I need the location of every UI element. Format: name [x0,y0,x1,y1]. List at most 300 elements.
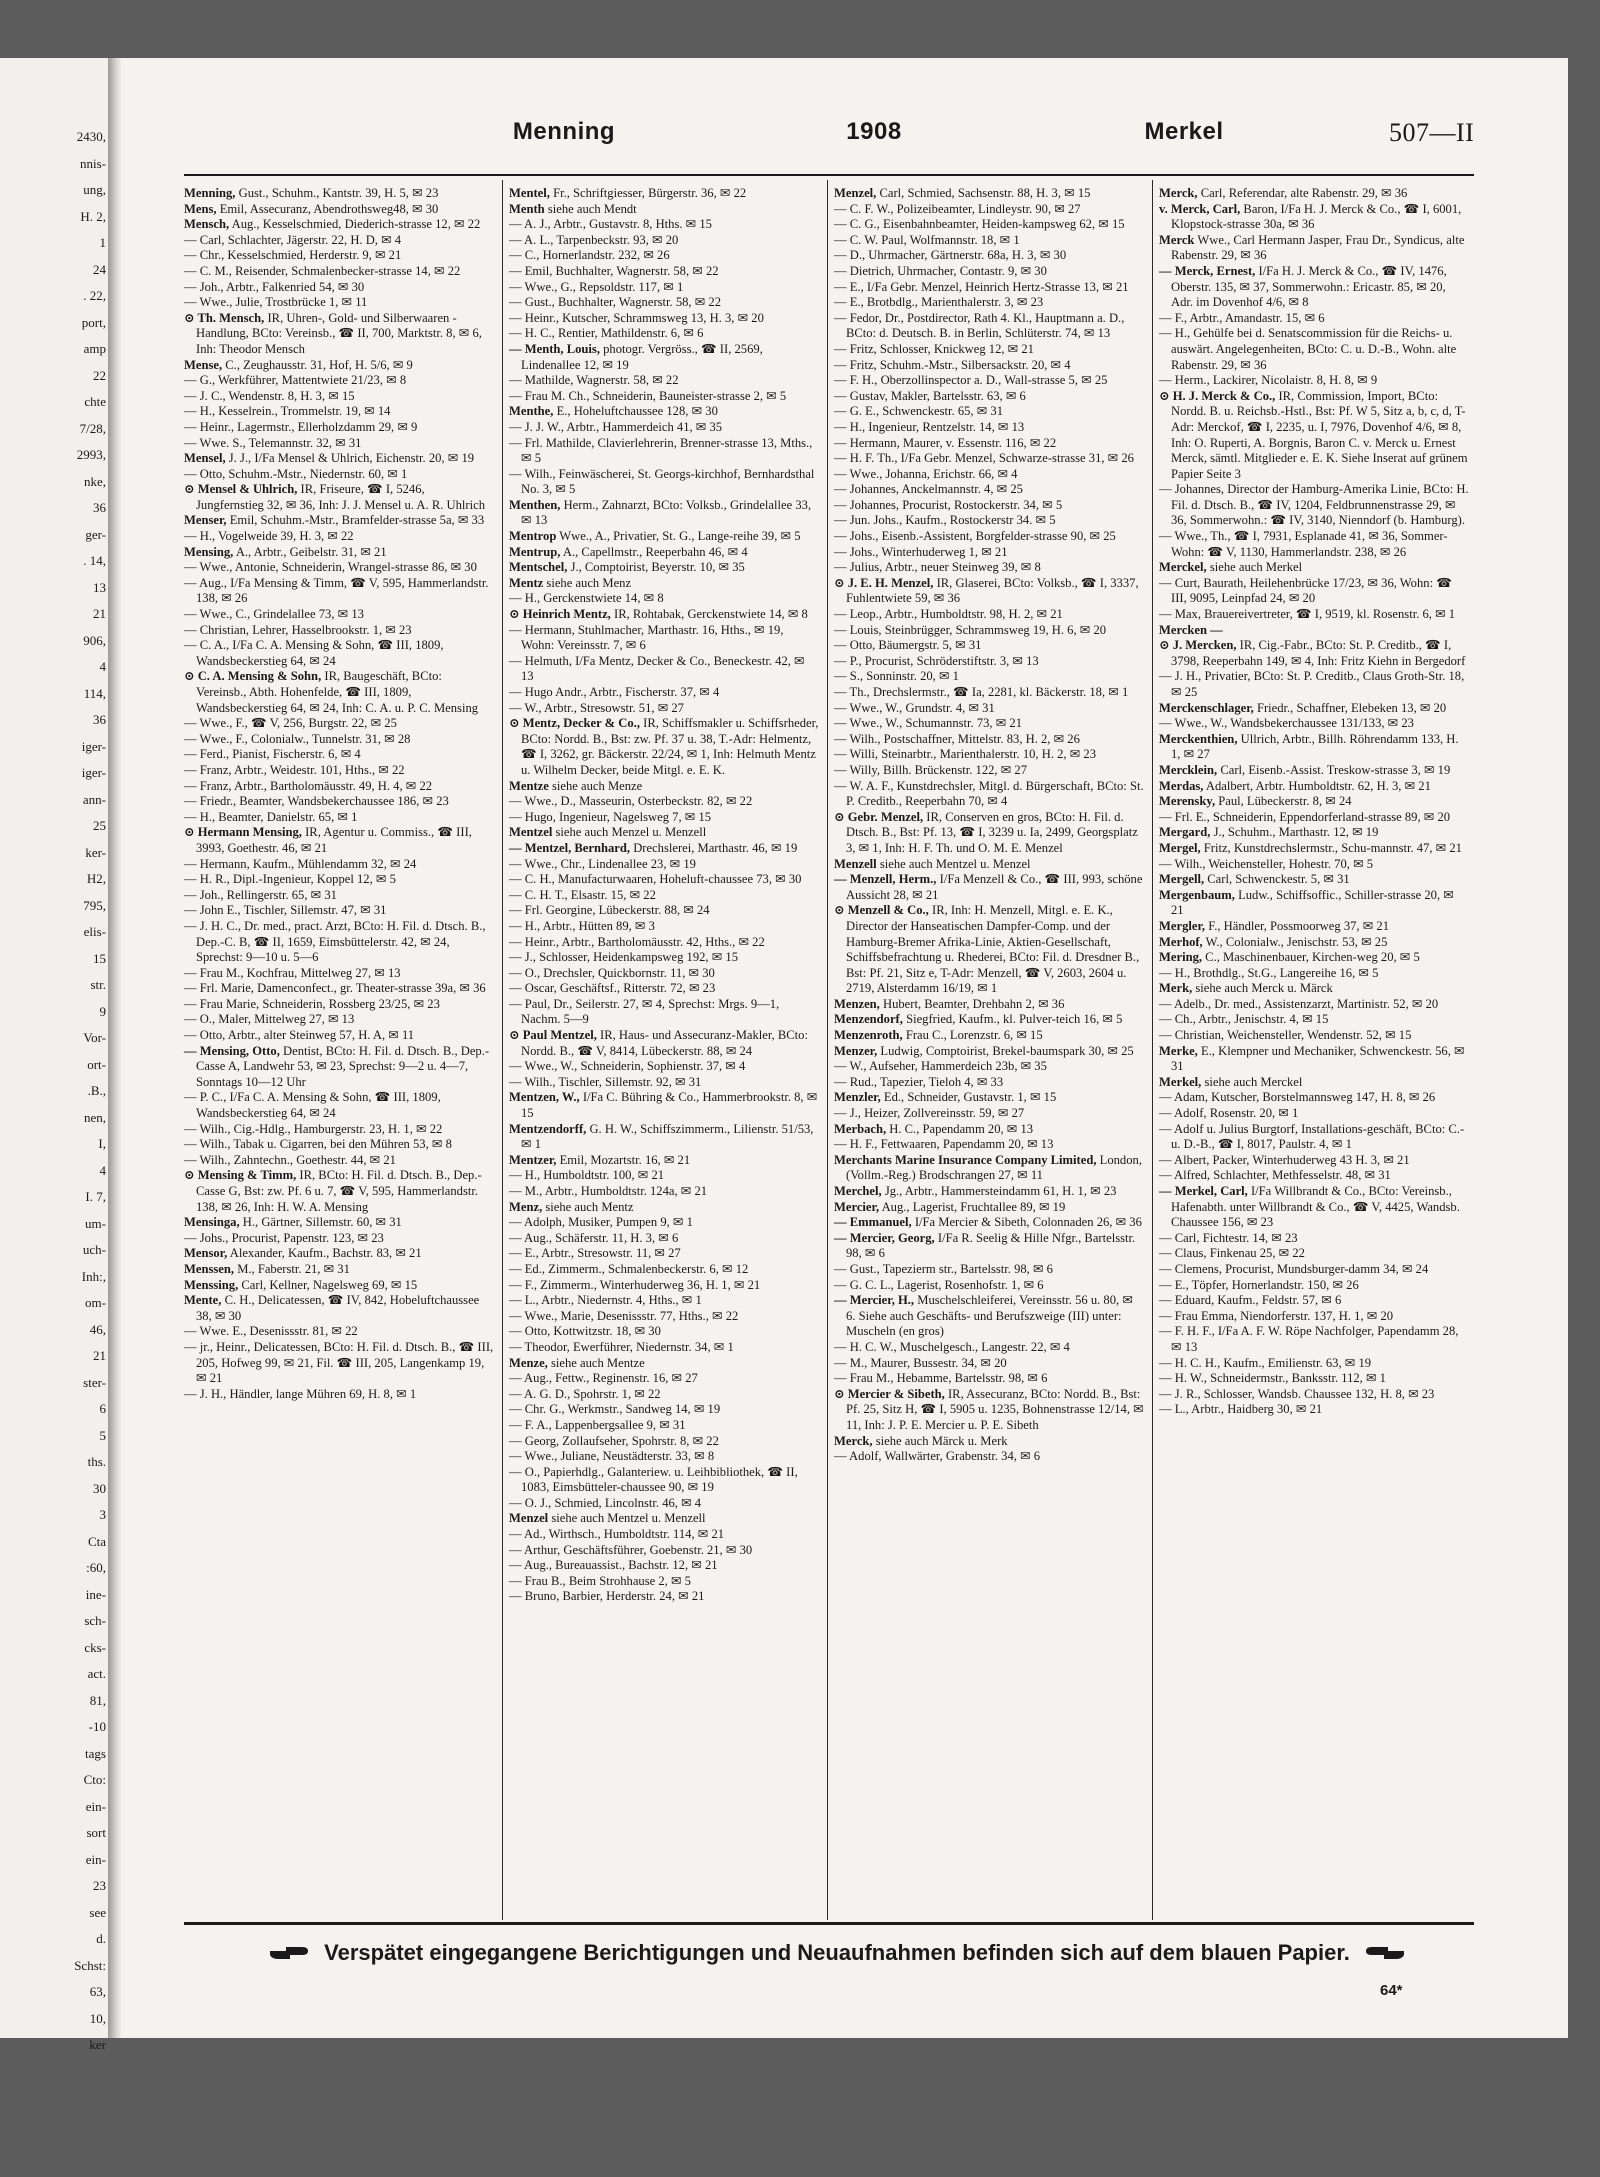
directory-entry [834,685,1144,701]
entry-details: IR, Rohtabak, Gerckenstwiete 14, ✉ 8 [614,607,808,622]
entry-details: Friedr., Schaffner, Elebeken 13, ✉ 20 [1256,700,1447,715]
entry-details: siehe auch Mentzel u. Menzell [551,1511,706,1526]
entry-name: Merbach, [834,1121,887,1136]
directory-entry [509,607,819,623]
left-page-text-fragment: um- [85,1215,106,1231]
entry-details: IR, Baugeschäft, BCto: Vereinsb., Abth. Hohenfelde, ☎ III, 1809, Wandsbeckerstieg 64, ✉ 24, Inh: C. A. u. P. C. Mensing [196,669,479,715]
entry-details: — A. J., Arbtr., Gustavstr. 8, Hths. ✉ 15 [509,217,712,232]
entry-details: — O., Maler, Mittelweg 27, ✉ 13 [184,1012,355,1027]
left-page-text-fragment: ort- [87,1056,106,1072]
directory-entry [1159,701,1469,717]
directory-entry [184,404,494,420]
left-page-text-fragment: 21 [93,1348,106,1363]
entry-details: — S., Sonninstr. 20, ✉ 1 [834,669,959,684]
entry-name: Mensch, [184,217,230,232]
entry-details: Ludw., Schiffsoffic., Schiller-strasse 20, ✉ 21 [1171,887,1454,918]
entry-details: — Wwe., Julie, Trostbrücke 1, ✉ 11 [184,295,368,310]
entry-details: — Joh., Rellingerstr. 65, ✉ 31 [184,887,337,902]
directory-entry [184,420,494,436]
left-page-text-fragment: 21 [93,606,106,621]
directory-entry [834,1449,1144,1465]
entry-details: — Dietrich, Uhrmacher, Contastr. 9, ✉ 30 [834,263,1047,278]
entry-details: — Hermann, Maurer, v. Essenstr. 116, ✉ 22 [834,435,1057,450]
entry-details: — Wwe., Th., ☎ I, 7931, Esplanade 41, ✉ 36, Sommer-Wohn: ☎ V, 1130, Hammerlandstr. 238, ✉ 26 [1159,529,1448,559]
entry-name: ⊙ J. E. H. Menzel, [834,575,934,590]
directory-entry [834,638,1144,654]
directory-entry [834,1137,1144,1153]
directory-entry [834,545,1144,561]
entry-name: — Mercier, H., [834,1293,915,1308]
entry-details: — Wilh., Postschaffner, Mittelstr. 83, H. 2, ✉ 26 [834,731,1080,746]
left-page-text-fragment: 30 [93,1480,106,1496]
directory-entry [834,1371,1144,1387]
column-2 [509,186,819,1916]
entry-details: J. J., I/Fa Mensel & Uhlrich, Eichenstr. 20, ✉ 19 [228,451,475,466]
entry-details: — W. A. F., Kunstdrechsler, Mitgl. d. Bürgerschaft, BCto: St. P. Creditb., Reeperbahn 70, ✉ 4 [834,778,1144,809]
directory-entry [184,1324,494,1340]
left-page-text-fragment: 1 [99,235,106,250]
entry-details: — Louis, Steinbrügger, Schrammsweg 19, H. 6, ✉ 20 [834,622,1107,637]
entry-details: — F. H. F., I/Fa A. F. W. Röpe Nachfolger, Papendamm 28, ✉ 13 [1159,1324,1459,1354]
entry-details: IR, Assecuranz, BCto: Nordd. B., Bst: Pf. 25, Sitz H, ☎ I, 5905 u. 1235, Bohnenstrasse 12/14, ✉ 11, Inh: J. P. E. Mercier u. P. E. Sibeth [846,1386,1144,1432]
entry-details: IR, Glaserei, BCto: Volksb., ☎ I, 3337, Fuhlentwiete 59, ✉ 36 [846,575,1139,606]
entry-details: C., Zeughausstr. 31, Hof, H. 5/6, ✉ 9 [225,357,413,372]
directory-entry [509,623,819,654]
entry-name: ⊙ Gebr. Menzel, [834,809,924,824]
entry-details: Carl, Referendar, alte Rabenstr. 29, ✉ 36 [1200,186,1408,200]
directory-entry [834,716,1144,732]
entry-details: IR, Agentur u. Commiss., ☎ III, 3993, Goethestr. 46, ✉ 21 [196,825,472,855]
left-page-text-fragment: sch- [84,1613,106,1628]
left-page-text-fragment: 15 [93,950,106,966]
entry-details: Wwe., Carl Hermann Jasper, Frau Dr., Syndicus, alte Rabenstr. 29, ✉ 36 [1171,232,1465,263]
entry-details: Dentist, BCto: H. Fil. d. Dtsch. B., Dep.-Casse A, Landwehr 53, ✉ 23, Sprechst: 9—2 u. 4—7, Sonntags 10—12 Uhr [196,1043,490,1089]
directory-entry [834,1028,1144,1044]
directory-entry [509,1075,819,1091]
directory-entry [184,1044,494,1091]
entry-details: — D., Uhrmacher, Gärtnerstr. 68a, H. 3, ✉ 30 [834,248,1067,263]
entry-details: — Johannes, Director der Hamburg-Amerika Linie, BCto: H. Fil. d. Dtsch. B., ☎ IV, 1204, Feldbrunnenstrasse 29, ✉ 36, Sommerwohn.: ☎ IV, 3140, Nienndorf (b. Hamburg). [1159,482,1469,528]
entry-details: — C. G., Eisenbahnbeamter, Heiden-kampsweg 62, ✉ 15 [834,217,1125,232]
entry-details: — Adelb., Dr. med., Assistenzarzt, Martinistr. 52, ✉ 20 [1159,996,1439,1011]
entry-details: — John E., Tischler, Sillemstr. 47, ✉ 31 [184,903,387,918]
directory-entry [1159,1153,1469,1169]
directory-entry [509,295,819,311]
entry-details: Adalbert, Arbtr. Humboldtstr. 62, H. 3, ✉ 21 [1205,778,1431,793]
directory-entry [509,1543,819,1559]
directory-entry [834,779,1144,810]
entry-details: — F. A., Lappenbergsallee 9, ✉ 31 [509,1417,686,1432]
entry-details: — Otto, Arbtr., alter Steinweg 57, H. A, ✉ 11 [184,1028,415,1043]
entry-name: Mentrop [509,529,557,544]
directory-entry [834,248,1144,264]
entry-details: — O. J., Schmied, Lincolnstr. 46, ✉ 4 [509,1495,702,1510]
directory-entry [834,451,1144,467]
directory-entry [1159,202,1469,233]
entry-name: ⊙ H. J. Merck & Co., [1159,388,1276,403]
entry-name: Menssing, [184,1277,239,1292]
entry-details: Frau C., Lorenzstr. 6, ✉ 15 [905,1028,1043,1043]
directory-entry [509,1574,819,1590]
entry-name: Merchel, [834,1184,882,1198]
entry-details: — H. C. W., Muschelgesch., Langestr. 22, ✉ 4 [834,1339,1070,1354]
directory-entry [1159,1075,1469,1091]
entry-details: — Heinr., Arbtr., Bartholomäusstr. 42, Hths., ✉ 22 [509,934,765,949]
directory-entry [509,888,819,904]
entry-details: — Gust., Buchhalter, Wagnerstr. 58, ✉ 22 [509,295,722,310]
entry-details: — Wwe., Antonie, Schneiderin, Wrangel-strasse 86, ✉ 30 [184,560,477,575]
directory-entry [509,1028,819,1059]
column-divider [827,180,828,1920]
entry-name: Mergell, [1159,872,1205,887]
directory-entry [834,1278,1144,1294]
entry-details: — Claus, Finkenau 25, ✉ 22 [1159,1246,1305,1261]
entry-details: IR, Cig.-Fabr., BCto: St. P. Creditb., ☎ I, 3798, Reeperbahn 149, ✉ 4, Inh: Fritz Kiehn in Bergedorf [1171,638,1466,668]
directory-entry [184,373,494,389]
entry-details: — Franz, Arbtr., Bartholomäusstr. 49, H. 4, ✉ 22 [184,778,433,793]
entry-details: — H., Gerckenstwiete 14, ✉ 8 [509,591,664,606]
entry-name: — Menzell, Herm., [834,872,937,887]
entry-details: — Herm., Lackirer, Nicolaistr. 8, H. 8, ✉ 9 [1159,373,1378,388]
directory-entry [184,1168,494,1215]
entry-name: Mergard, [1159,825,1211,840]
entry-name: ⊙ Mercier & Sibeth, [834,1386,945,1401]
entry-details: — Ad., Wirthsch., Humboldtstr. 114, ✉ 21 [509,1527,725,1542]
entry-details: — H., Vogelweide 39, H. 3, ✉ 22 [184,529,354,544]
directory-entry [509,498,819,529]
directory-entry [834,1090,1144,1106]
directory-entry [834,1059,1144,1075]
directory-entry [184,1215,494,1231]
entry-details: — P. C., I/Fa C. A. Mensing & Sohn, ☎ III, 1809, Wandsbeckerstieg 64, ✉ 24 [184,1090,441,1121]
entry-details: Emil, Mozartstr. 16, ✉ 21 [559,1152,691,1167]
directory-entry [1159,1371,1469,1387]
directory-entry [184,576,494,607]
directory-entry [184,903,494,919]
entry-details: — J. H., Händler, lange Mühren 69, H. 8, ✉ 1 [184,1386,417,1401]
entry-details: — Frau M. Ch., Schneiderin, Bauneister-strasse 2, ✉ 5 [509,388,787,403]
entry-name: — Mentzel, Bernhard, [509,840,631,855]
entry-details: — H. R., Dipl.-Ingenieur, Koppel 12, ✉ 5 [184,872,396,887]
left-page-text-fragment: .B., [87,1083,106,1098]
directory-entry [509,280,819,296]
directory-entry [509,810,819,826]
entry-details: — Chr., Kesselschmied, Herderstr. 9, ✉ 21 [184,248,402,263]
directory-entry [509,1262,819,1278]
entry-name: Mergel, [1159,840,1201,855]
entry-details: J., Comptoirist, Beyerstr. 10, ✉ 35 [570,560,745,575]
entry-details: Emil, Assecuranz, Abendrothsweg48, ✉ 30 [219,201,439,216]
entry-details: — Frl. E., Schneiderin, Eppendorferland-strasse 89, ✉ 20 [1159,809,1451,824]
left-page-text-fragment: 5 [99,1427,106,1443]
entry-name: Merck [1159,232,1195,247]
directory-entry [509,1231,819,1247]
entry-details: — C. H. T., Elsastr. 15, ✉ 22 [509,887,656,902]
entry-details: — E., Töpfer, Hornerlandstr. 150, ✉ 26 [1159,1277,1359,1292]
entry-details: — C. M., Reisender, Schmalenbecker-strasse 14, ✉ 22 [184,263,461,278]
entry-name: — Emmanuel, [834,1215,912,1230]
directory-entry [834,404,1144,420]
left-page-text-fragment: sort [86,1825,106,1840]
entry-details: — Wwe., W., Schneiderin, Sophienstr. 37, ✉ 4 [509,1059,746,1074]
entry-details: Paul, Lübeckerstr. 8, ✉ 24 [1218,794,1352,809]
directory-entry [184,825,494,856]
left-page-text-fragment: ung, [83,182,106,197]
left-page-text-fragment: chte [84,394,106,409]
entry-name: ⊙ Heinrich Mentz, [509,607,611,622]
directory-entry [1159,1262,1469,1278]
entry-details: — Frau M., Kochfrau, Mittelweg 27, ✉ 13 [184,965,401,980]
directory-entry [834,701,1144,717]
entry-details: — Aug., I/Fa Mensing & Timm, ☎ V, 595, Hammerlandstr. 138, ✉ 26 [184,575,489,606]
entry-details: — F. H., Oberzollinspector a. D., Wall-strasse 5, ✉ 25 [834,373,1108,388]
entry-details: — Johannes, Procurist, Rostockerstr. 34, ✉ 5 [834,497,1063,512]
directory-entry [834,482,1144,498]
entry-name: Menning, [184,186,236,200]
entry-name: ⊙ Th. Mensch, [184,310,265,325]
entry-details: — Carl, Schlachter, Jägerstr. 22, H. D, ✉ 4 [184,232,402,247]
directory-entry [184,280,494,296]
directory-entry [1159,264,1469,311]
entry-details: — Albert, Packer, Winterhuderweg 43 H. 3, ✉ 21 [1159,1152,1410,1167]
entry-details: — F., Arbtr., Amandastr. 15, ✉ 6 [1159,310,1325,325]
directory-entry [184,966,494,982]
left-page-text-fragment: ker [89,2037,106,2052]
entry-details: — Aug., Schäferstr. 11, H. 3, ✉ 6 [509,1230,679,1245]
directory-entry [184,436,494,452]
directory-entry [184,1340,494,1387]
entry-details: — Wilh., Zahntechn., Goethestr. 44, ✉ 21 [184,1152,396,1167]
entry-name: Mensel, [184,451,226,466]
entry-details: — Aug., Fettw., Reginenstr. 16, ✉ 27 [509,1371,698,1386]
directory-entry [184,529,494,545]
entry-name: Menzler, [834,1090,881,1105]
entry-details: — jr., Heinr., Delicatessen, BCto: H. Fil. d. Dtsch. B., ☎ III, 205, Hofweg 99, ✉ 21, Fil. ☎ III, 205, Langenkamp 19, ✉ 21 [184,1339,494,1386]
entry-details: C. H., Delicatessen, ☎ IV, 842, Hobeluftchaussee 38, ✉ 30 [196,1293,480,1323]
directory-entry [1159,794,1469,810]
directory-entry [834,997,1144,1013]
entry-details: — Gustav, Makler, Bartelsstr. 63, ✉ 6 [834,388,1026,403]
left-page-text-fragment: uch- [82,1242,106,1257]
entry-details: — Ch., Arbtr., Jenischstr. 4, ✉ 15 [1159,1012,1329,1027]
directory-entry [509,1402,819,1418]
directory-entry [1159,326,1469,373]
entry-details: — Hermann, Stuhlmacher, Marthastr. 16, Hths., ✉ 19, Wohn: Vereinsstr. 7, ✉ 6 [509,622,784,653]
entry-details: — H., Beamter, Danielstr. 65, ✉ 1 [184,809,358,824]
entry-name: ⊙ Mensel & Uhlrich, [184,482,298,497]
directory-entry [509,685,819,701]
entry-details: — Eduard, Kaufm., Feldstr. 57, ✉ 6 [1159,1293,1342,1308]
entry-details: I/Fa C. Bühring & Co., Hammerbrookstr. 8, ✉ 15 [521,1090,818,1121]
directory-entry [1159,1090,1469,1106]
left-page-text-fragment: H. 2, [80,208,106,224]
left-page-text-fragment: ster- [83,1374,106,1390]
entry-name: — Mensing, Otto, [184,1043,280,1058]
entry-name: Mens, [184,201,217,216]
entry-details: — Julius, Arbtr., neuer Steinweg 39, ✉ 8 [834,560,1041,575]
entry-details: — Frl. Georgine, Lübeckerstr. 88, ✉ 24 [509,903,710,918]
directory-entry [509,966,819,982]
directory-entry [1159,981,1469,997]
entry-name: Mente, [184,1293,222,1308]
entry-details: — L., Arbtr., Niedernstr. 4, Hths., ✉ 1 [509,1293,702,1308]
directory-entry [509,576,819,592]
entry-details: Drechslerei, Marthastr. 46, ✉ 19 [633,840,798,855]
left-page-text-fragment: 795, [83,897,106,913]
page-number: 507—II [1389,118,1475,147]
entry-details: — W., Aufseher, Hammerdeich 23b, ✉ 35 [834,1059,1047,1074]
directory-entry [184,1293,494,1324]
directory-entry [184,1262,494,1278]
left-page-text-fragment: I, [98,1136,106,1151]
entry-name: Mergler, [1159,918,1206,933]
entry-details: siehe auch Mentz [545,1199,634,1214]
entry-details: Carl, Eisenb.-Assist. Treskow-strasse 3, ✉ 19 [1220,762,1451,777]
left-page-text-fragment: -10 [88,1719,106,1734]
entry-details: — H., Brothdlg., St.G., Langereihe 16, ✉ 5 [1159,965,1379,980]
entry-name: Merkel, [1159,1074,1202,1089]
directory-entry [184,1231,494,1247]
entry-details: — Frau Marie, Schneiderin, Rossberg 23/25, ✉ 23 [184,996,440,1011]
directory-entry [1159,576,1469,607]
directory-entry [1159,560,1469,576]
directory-entry [184,264,494,280]
directory-entry [509,841,819,857]
left-page-text-fragment: 25 [93,818,106,833]
entry-details: E., Klempner und Mechaniker, Schwenckestr. 56, ✉ 31 [1171,1043,1465,1074]
left-page-text-fragment: d. [96,1931,106,1946]
entry-details: Fritz, Kunstdrechslermstr., Schu-mannstr. 47, ✉ 21 [1203,840,1462,855]
entry-name: Mentze [509,778,549,793]
directory-entry [834,420,1144,436]
page-header [184,112,1540,156]
entry-name: Merk, [1159,981,1193,996]
entry-details: — Frau B., Beim Strohhause 2, ✉ 5 [509,1573,691,1588]
entry-name: Merdas, [1159,778,1204,793]
directory-entry [184,1153,494,1169]
directory-entry [1159,373,1469,389]
directory-entry [834,1075,1144,1091]
entry-details: — G. C. L., Lagerist, Rosenhofstr. 1, ✉ 6 [834,1277,1044,1292]
directory-entry [1159,1184,1469,1231]
entry-details: IR, BCto: H. Fil. d. Dtsch. B., Dep.-Casse G, Bst: zw. Pf. 6 u. 7, ☎ V, 595, Hammerlandstr. 138, ✉ 26, Inh: H. W. A. Mensing [196,1168,482,1214]
left-page-text-fragment: 10, [89,2010,106,2026]
directory-entry [834,732,1144,748]
entry-details: — Wwe., G., Repsoldstr. 117, ✉ 1 [509,279,684,294]
directory-entry [509,903,819,919]
directory-entry [1159,233,1469,264]
entry-name: Merensky, [1159,794,1216,809]
entry-details: — Wwe., W., Grundstr. 4, ✉ 31 [834,700,995,715]
directory-entry [834,358,1144,374]
directory-entry [509,1168,819,1184]
left-page-text-fragment: Cto: [83,1772,106,1787]
entry-details: — Adam, Kutscher, Borstelmannsweg 147, H. 8, ✉ 26 [1159,1090,1436,1105]
entry-details: Herm., Zahnarzt, BCto: Volksb., Grindelallee 33, ✉ 13 [521,497,812,528]
entry-name: Menz, [509,1199,543,1214]
directory-entry [834,810,1144,857]
entry-details: — Johs., Procurist, Papenstr. 123, ✉ 23 [184,1230,384,1245]
entry-details: — Joh., Arbtr., Falkenried 54, ✉ 30 [184,279,365,294]
entry-details: — Oscar, Geschäftsf., Ritterstr. 72, ✉ 23 [509,981,716,996]
left-page-text-fragment: 46, [89,1321,106,1337]
entry-name: Menze, [509,1355,548,1370]
directory-entry [834,1153,1144,1184]
directory-entry [509,233,819,249]
left-page-text-fragment: ein- [85,1798,106,1814]
directory-entry [184,732,494,748]
directory-entry [509,1246,819,1262]
entry-name: — Menth, Louis, [509,341,600,356]
directory-entry [184,810,494,826]
directory-entry [509,1527,819,1543]
entry-details: — Christian, Weichensteller, Wendenstr. 52, ✉ 15 [1159,1028,1412,1043]
header-first-entry: Menning [512,118,616,145]
directory-entry [509,997,819,1028]
directory-entry [184,186,494,202]
directory-entry [184,1090,494,1121]
directory-entry [1159,623,1469,639]
entry-name: Menzer, [834,1043,878,1058]
entry-details: — Adolf, Wallwärter, Grabenstr. 34, ✉ 6 [834,1449,1041,1464]
entry-details: E., Hoheluftchaussee 128, ✉ 30 [556,404,718,419]
directory-entry [834,498,1144,514]
directory-entry [184,997,494,1013]
entry-name: Mercklein, [1159,762,1218,777]
entry-details: — Frl. Mathilde, Clavierlehrerin, Brenner-strasse 13, Mths., ✉ 5 [509,435,813,466]
entry-name: v. Merck, Carl, [1159,201,1241,216]
entry-details: — C., Hornerlandstr. 232, ✉ 26 [509,248,670,263]
entry-details: — Wwe., C., Grindelallee 73, ✉ 13 [184,607,364,622]
directory-entry [834,389,1144,405]
directory-entry [834,1106,1144,1122]
directory-entry [184,1137,494,1153]
directory-entry [1159,966,1469,982]
entry-details: — P., Procurist, Schröderstiftstr. 3, ✉ 13 [834,653,1039,668]
entry-name: Mentz [509,575,544,590]
left-page-text-fragment: nen, [83,1109,106,1125]
entry-details: Fr., Schriftgiesser, Bürgerstr. 36, ✉ 22 [553,186,747,200]
entry-details: F., Händler, Possmoorweg 37, ✉ 21 [1208,918,1389,933]
left-page-text-fragment: str. [90,977,106,992]
entry-name: Menzenroth, [834,1028,903,1043]
left-page-text-fragment: iger- [81,738,106,754]
entry-name: Mensing, [184,544,234,559]
entry-details: G. H. W., Schiffszimmerm., Lilienstr. 51/53, ✉ 1 [521,1121,814,1152]
pointing-hand-left-icon [1364,1943,1406,1963]
entry-details: — Heinr., Lagermstr., Ellerholzdamm 29, ✉ 9 [184,419,418,434]
entry-details: Siegfried, Kaufm., kl. Pulver-teich 16, ✉ 5 [906,1012,1123,1027]
entry-details: — Alfred, Schlachter, Methfesselstr. 48, ✉ 31 [1159,1168,1391,1183]
entry-name: ⊙ C. A. Mensing & Sohn, [184,669,322,684]
entry-details: — J., Heizer, Zollvereinsstr. 59, ✉ 27 [834,1106,1025,1121]
left-page-text-fragment: Vor- [83,1030,106,1045]
entry-details: — Johannes, Anckelmannstr. 4, ✉ 25 [834,482,1023,497]
directory-entry [834,217,1144,233]
entry-details: IR, Commission, Import, BCto: Nordd. B. u. Reichsb.-Hstl., Bst: Pf. W 5, Sitz a, b, c, d, T-Adr: Merckof, ☎ I, 2235, u. I, 7976, Dovenhof 4/6, ✉ 8, Inh: O. Ruperti, A. Borgnis, Baron C. v. Merck u. Ernest Merck, sämtl. Mitglieder e. E. K. Siehe Inserat auf grünem Papier Seite 3 [1171,388,1468,481]
directory-entry [509,1309,819,1325]
entry-details: Aug., Kesselschmied, Diederich-strasse 12, ✉ 22 [231,217,481,232]
entry-details: — O., Papierhdlg., Galanteriew. u. Leihbibliothek, ☎ II, 1083, Eimsbütteler-chaussee 90, ✉ 19 [509,1464,798,1495]
directory-entry [509,467,819,498]
directory-entry [1159,872,1469,888]
left-page-text-fragment: cks- [84,1639,106,1655]
directory-entry [509,311,819,327]
entry-details: siehe auch Mendt [547,201,637,216]
directory-entry [1159,841,1469,857]
directory-entry [834,264,1144,280]
entry-details: Ullrich, Arbtr., Billh. Röhrendamm 133, H. 1, ✉ 27 [1171,731,1459,762]
